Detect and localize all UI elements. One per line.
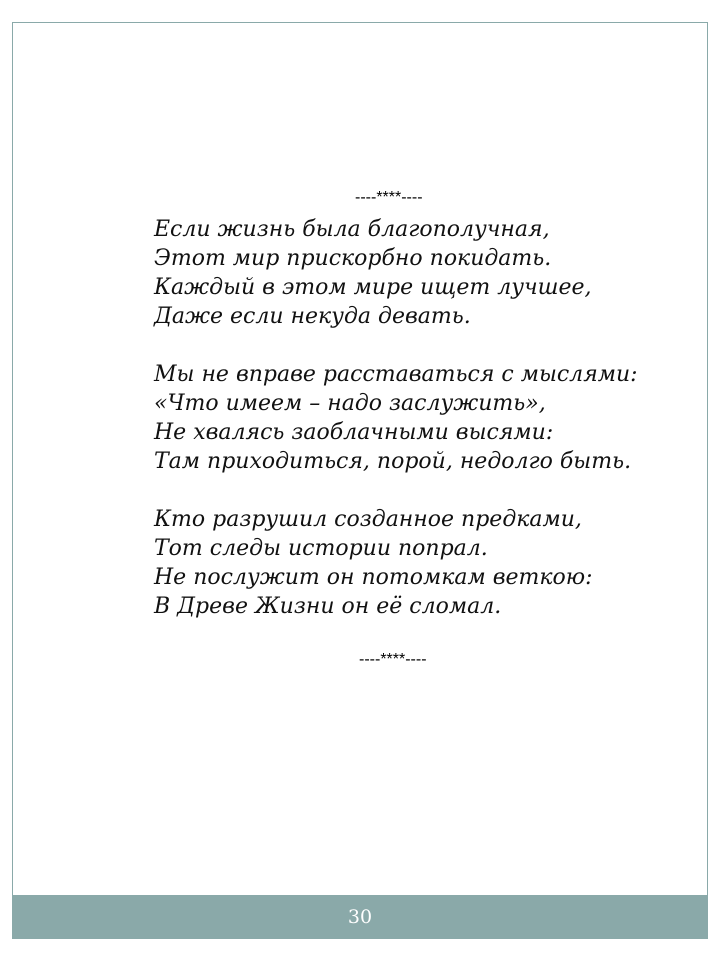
poem-line: Если жизнь была благополучная, [154,217,550,242]
separator-bottom [13,651,707,669]
stanza-2 [154,360,694,476]
stanza-1 [154,215,694,331]
separator-top-text: ----****---- [355,189,423,206]
poem-line: Кто разрушил созданное предками, [154,507,582,532]
stanza-3 [154,505,694,621]
page-frame [12,22,708,939]
poem-line: Тот следы истории попрал. [154,536,488,561]
poem [154,215,694,650]
separator-bottom-text: ----****---- [359,651,427,668]
footer-bar [13,895,707,938]
poem-line: Каждый в этом мире ищет лучшее, [154,275,592,300]
poem-line: Этот мир прискорбно покидать. [154,246,552,271]
poem-line: Даже если некуда девать. [154,304,471,329]
poem-line: В Древе Жизни он её сломал. [154,594,502,619]
poem-line: «Что имеем – надо заслужить», [154,391,546,416]
separator-top [13,189,707,207]
page-number: 30 [347,905,373,928]
poem-line: Не послужит он потомкам веткою: [154,565,593,590]
poem-line: Мы не вправе расставаться с мыслями: [154,362,638,387]
poem-line: Не хвалясь заоблачными высями: [154,420,554,445]
poem-line: Там приходиться, порой, недолго быть. [154,449,632,474]
